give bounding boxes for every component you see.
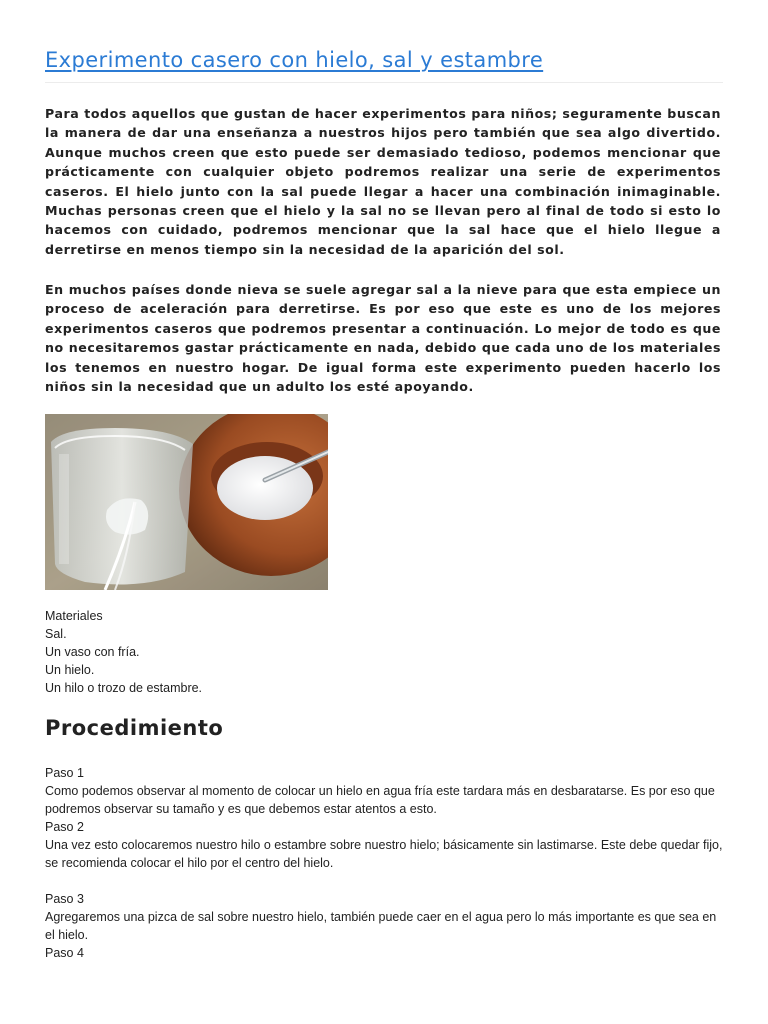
- title-divider: [45, 82, 723, 83]
- intro-paragraph-1: Para todos aquellos que gustan de hacer experimentos para niños; seguramente buscan la manera de dar una enseñanza a nuestros hijos pero también que sea algo divertido. Aunque muchos creen que esto puede ser demasiado tedioso, podemos mencionar que prácticamente con cualquier objeto podremos realizar una serie de experimentos caseros. El hielo junto con la sal puede llegar a hacer una combinación inimaginable. Muchas personas creen que el hielo y la sal no se llevan pero al final de todo si esto lo hacemos con cuidado, podremos mencionar que la sal hace que el hielo llegue a derretirse en menos tiempo sin la necesidad de la aparición del sol.: [45, 106, 721, 257]
- materials-label: Materiales: [45, 609, 103, 623]
- step-text: Una vez esto colocaremos nuestro hilo o estambre sobre nuestro hielo; básicamente sin lastimarse. Este debe quedar fijo, se recomienda colocar el hilo por el centro del hielo.: [45, 838, 723, 870]
- material-item: Un hilo o trozo de estambre.: [45, 681, 203, 695]
- step-label: Paso 1: [45, 766, 84, 780]
- material-item: Un hielo.: [45, 663, 95, 677]
- step-spacer: [45, 872, 725, 890]
- intro-paragraph-2: En muchos países donde nieva se suele agregar sal a la nieve para que esta empiece un proceso de aceleración para derretirse. Es por eso que este es uno de los mejores experimentos caseros que podremos presentar a continuación. Lo mejor de todo es que no necesitaremos gastar prácticamente en nada, debido que cada uno de los materiales los tenemos en nuestro hogar. De igual forma este experimento pueden hacerlo los niños sin la necesidad que un adulto los esté apoyando.: [45, 282, 721, 395]
- step-label: Paso 4: [45, 946, 84, 960]
- step-text: Como podemos observar al momento de colocar un hielo en agua fría este tardara más en desbaratarse. Es por eso que podremos observar su tamaño y es que debemos estar atentos a esto.: [45, 784, 715, 816]
- materials-list: [45, 607, 202, 697]
- material-item: Sal.: [45, 627, 67, 641]
- article-title-link[interactable]: Experimento casero con hielo, sal y estambre: [45, 48, 544, 72]
- step-label: Paso 3: [45, 892, 84, 906]
- material-item: Un vaso con fría.: [45, 645, 140, 659]
- procedure-steps: [45, 764, 725, 962]
- step-text: Agregaremos una pizca de sal sobre nuestro hielo, también puede caer en el agua pero lo más importante es que sea en el hielo.: [45, 910, 717, 942]
- step-label: Paso 2: [45, 820, 84, 834]
- experiment-photo: [45, 414, 328, 590]
- procedure-heading: Procedimiento: [45, 716, 224, 740]
